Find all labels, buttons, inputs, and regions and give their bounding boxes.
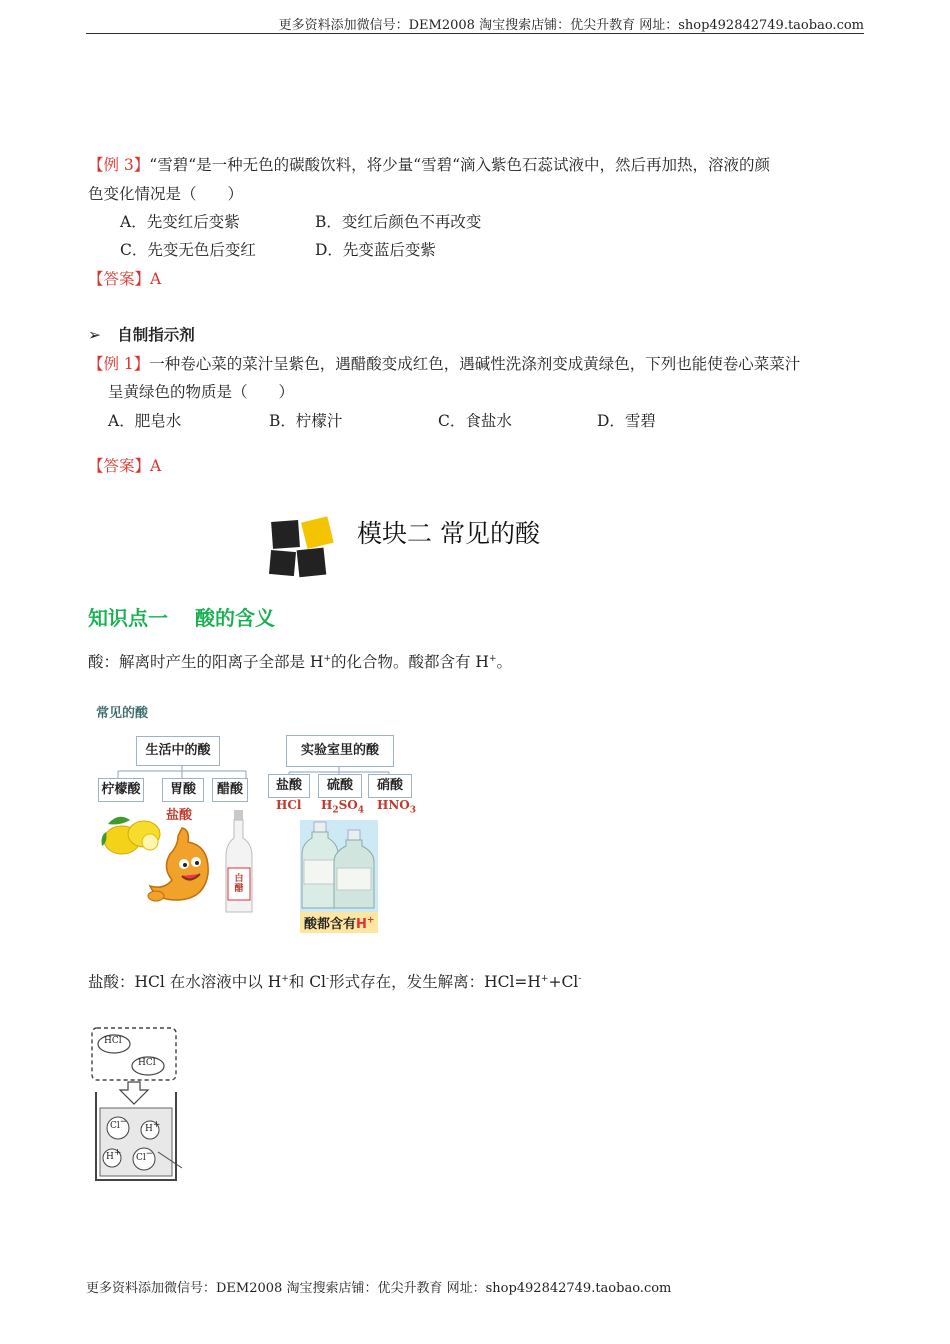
header-divider <box>86 33 864 34</box>
hcl-text-1: 盐酸：HCl 在水溶液中以 H <box>88 973 282 991</box>
example3-option-a: A．先变红后变紫 <box>120 213 240 231</box>
example3-line1 <box>88 151 770 179</box>
example1-answer: 【答案】A <box>88 457 162 475</box>
definition-sup-1: + <box>323 653 331 664</box>
hcl-molecule-2-label: HCl <box>138 1058 156 1068</box>
h2so4-formula <box>321 798 364 816</box>
h-1: H <box>145 1124 153 1134</box>
cl-ion-2-label <box>136 1149 154 1163</box>
caption-text: 酸都含有 <box>304 917 357 932</box>
caption-h: H <box>356 917 367 932</box>
hno3-sub3: 3 <box>409 805 417 816</box>
citric-acid-box: 柠檬酸 <box>98 778 144 802</box>
example3-option-d: D．先变蓝后变紫 <box>315 241 436 259</box>
example3-option-b: B．变红后颜色不再改变 <box>315 213 482 231</box>
hcl-sup-2: - <box>326 973 330 984</box>
hcl-sup-4: - <box>578 973 582 984</box>
example1-line1 <box>88 350 800 378</box>
hcl-text-4: +Cl <box>548 973 579 991</box>
h-1-sup: + <box>152 1120 161 1130</box>
example1-option-c: C．食盐水 <box>438 412 512 430</box>
stomach-acid-hcl-label: 盐酸 <box>166 808 193 823</box>
nitric-acid-box: 硝酸 <box>368 774 412 798</box>
hcl-text-2: 和 Cl <box>288 973 327 991</box>
module-title: 模块二 常见的酸 <box>357 519 540 548</box>
definition-text-1: 酸：解离时产生的阳离子全部是 H <box>88 653 324 671</box>
figure-title: 常见的酸 <box>96 706 149 721</box>
life-acids-box: 生活中的酸 <box>136 736 220 766</box>
h2so4-so: SO <box>338 798 358 812</box>
section-indicator <box>88 321 195 349</box>
knowledge-point-title: 知识点一 酸的含义 <box>88 606 275 630</box>
hcl-molecule-1-label: HCl <box>104 1036 122 1046</box>
hcl-sup-3: + <box>540 973 549 984</box>
vinegar-bottle-icon <box>222 808 256 916</box>
example3-tag: 【例 3】 <box>88 156 150 174</box>
example1-line2: 呈黄绿色的物质是（ ） <box>108 383 295 401</box>
cl-2: Cl <box>136 1153 146 1163</box>
hno3-formula <box>377 798 417 816</box>
h2so4-sub2: 2 <box>332 805 339 816</box>
example1-stem: 一种卷心菜的菜汁呈紫色，遇醋酸变成红色，遇碱性洗涤剂变成黄绿色，下列也能使卷心菜菜汁 <box>149 355 801 373</box>
example1-option-d: D．雪碧 <box>597 412 656 430</box>
bullet-arrow-icon: ➢ <box>88 326 101 344</box>
stomach-acid-box: 胃酸 <box>162 778 204 802</box>
page-footer: 更多资料添加微信号：DEM2008 淘宝搜索店铺：优尖升教育 网址：shop492842749.taobao.com <box>86 1281 672 1296</box>
example1-option-b: B．柠檬汁 <box>269 412 343 430</box>
hcl-ionization-text <box>88 968 581 996</box>
acids-contain-h-caption <box>300 912 378 933</box>
h2so4-h: H <box>321 798 333 812</box>
common-acids-figure <box>92 698 422 944</box>
h-ion-1-label <box>145 1120 161 1134</box>
vinegar-label: 白醋 <box>234 874 244 894</box>
example3-answer: 【答案】A <box>88 270 162 288</box>
hno3-hno: HNO <box>377 798 410 812</box>
hcl-sup-1: + <box>281 973 289 984</box>
cl-2-sup: − <box>145 1149 154 1159</box>
h2so4-sub4: 4 <box>357 805 364 816</box>
definition-sup-2: + <box>488 653 497 664</box>
cl-1-sup: − <box>119 1117 128 1127</box>
hydrochloric-acid-box: 盐酸 <box>268 774 310 798</box>
reagent-bottles-photo <box>300 820 378 912</box>
example3-option-c: C．先变无色后变红 <box>120 241 256 259</box>
page-header: 更多资料添加微信号：DEM2008 淘宝搜索店铺：优尖升教育 网址：shop492842749.taobao.com <box>278 18 864 33</box>
acetic-acid-box: 醋酸 <box>212 778 248 802</box>
h-ion-2-label <box>106 1148 122 1162</box>
example1-option-a: A．肥皂水 <box>108 412 182 430</box>
definition-text-2: 的化合物。酸都含有 H <box>331 653 489 671</box>
hcl-formula: HCl <box>276 798 302 812</box>
lab-acids-box: 实验室里的酸 <box>286 735 394 767</box>
example3-stem: “雪碧“是一种无色的碳酸饮料，将少量“雪碧“滴入紫色石蕊试液中，然后再加热，溶液的颜 <box>149 156 770 174</box>
h-2: H <box>106 1152 114 1162</box>
definition-text-3: 。 <box>496 653 513 671</box>
stomach-character-icon <box>142 824 220 908</box>
sulfuric-acid-box: 硫酸 <box>318 774 362 798</box>
acid-definition <box>88 648 512 676</box>
h-2-sup: + <box>113 1148 122 1158</box>
module-logo-icon <box>268 515 340 579</box>
cl-1: Cl <box>110 1121 120 1131</box>
reagent-bottle-icon <box>300 820 378 912</box>
cl-ion-1-label <box>110 1117 128 1131</box>
caption-sup: + <box>366 915 375 926</box>
hcl-text-3: 形式存在，发生解离：HCl=H <box>329 973 541 991</box>
example1-tag: 【例 1】 <box>88 355 150 373</box>
section-indicator-title: 自制指示剂 <box>117 326 195 344</box>
example3-line2: 色变化情况是（ ） <box>88 185 244 203</box>
